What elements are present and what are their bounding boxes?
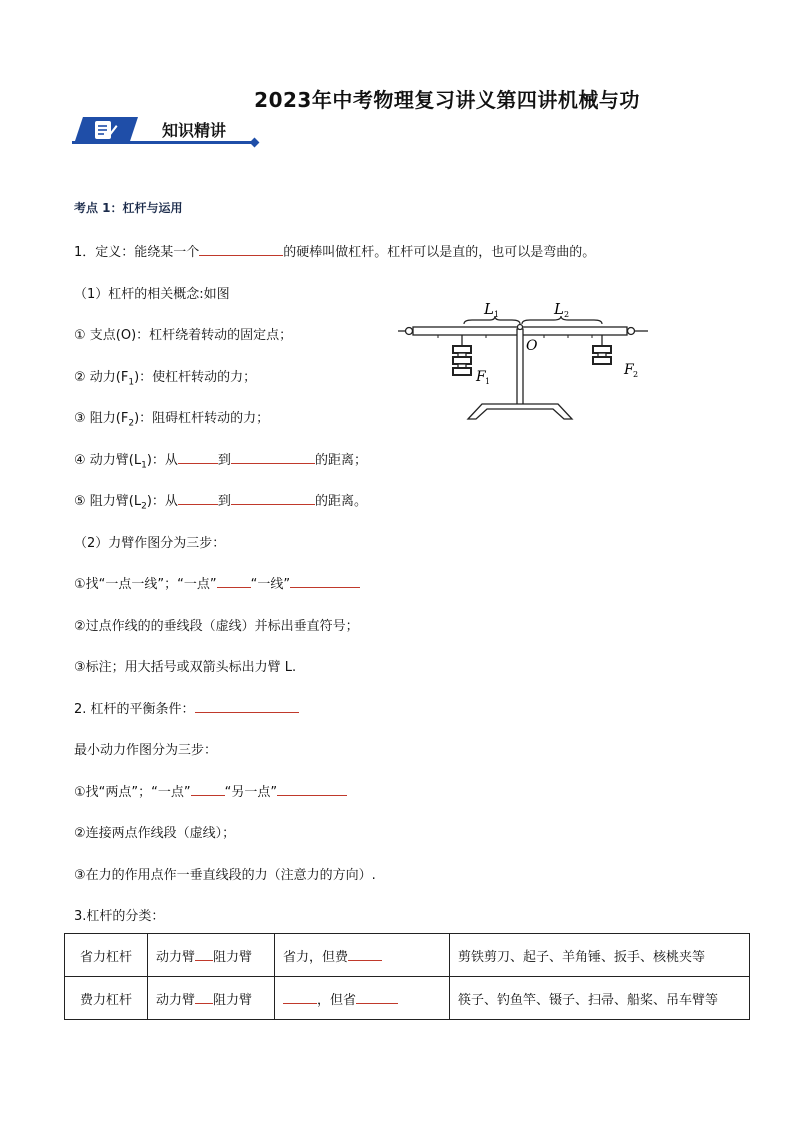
label-f2-sub: 2 [633, 370, 639, 379]
blank-field[interactable] [231, 451, 315, 464]
blank-field[interactable] [195, 700, 299, 713]
examples: 筷子、钓鱼竿、镊子、扫帚、船桨、吊车臂等 [450, 977, 750, 1020]
table-row [65, 934, 750, 977]
text: ，但省 [317, 992, 357, 1008]
blank-field[interactable] [283, 991, 317, 1004]
blank-field[interactable] [217, 575, 251, 588]
lever-type: 省力杠杆 [65, 934, 148, 977]
arm-step-2: ②过点作线的的垂线段（虚线）并标出垂直符号； [74, 619, 359, 634]
text: 的距离； [314, 453, 367, 468]
table-row [65, 977, 750, 1020]
text: 动力臂 [156, 992, 196, 1008]
label-f1: F [476, 369, 486, 385]
concept-effort-arm [74, 449, 367, 471]
text: 到 [217, 494, 231, 509]
concept-fulcrum: ① 支点(O)：杠杆绕着转动的固定点； [74, 328, 293, 343]
min-step-3: ③在力的作用点作一垂直线段的力（注意力的方向）. [74, 868, 376, 883]
text: ④ 动力臂(L [74, 453, 142, 468]
subscript: 1 [128, 377, 135, 388]
concept-effort [74, 366, 256, 388]
text: ② 动力(F [74, 370, 129, 385]
blank-field[interactable] [195, 948, 213, 961]
text: 到 [217, 453, 231, 468]
label-l1: L [484, 300, 494, 318]
subscript: 2 [141, 501, 147, 512]
section-banner [72, 115, 262, 151]
min-force-heading: 最小动力作图分为三步： [74, 743, 218, 758]
blank-field[interactable] [178, 492, 218, 505]
subscript: 2 [128, 418, 135, 429]
text: 2. 杠杆的平衡条件： [74, 702, 195, 717]
text: 省力，但费 [283, 949, 349, 965]
tradeoff [275, 934, 450, 977]
topic-heading: 考点 1：杠杆与运用 [74, 201, 183, 215]
concepts-heading: （1）杠杆的相关概念:如图 [74, 287, 230, 302]
concept-resistance-arm [74, 490, 367, 512]
text: ⑤ 阻力臂(L [74, 494, 142, 509]
notepad-icon [92, 119, 118, 141]
definition-suffix: 的硬棒叫做杠杆。杠杆可以是直的，也可以是弯曲的。 [283, 245, 596, 260]
blank-field[interactable] [348, 948, 382, 961]
text: ①找“两点”；“一点” [74, 785, 191, 800]
text: )：使杠杆转动的力； [134, 370, 257, 385]
text: 阻力臂 [213, 949, 253, 965]
label-f1-sub: 1 [485, 377, 491, 386]
arm-comparison [148, 934, 275, 977]
subscript: 1 [141, 460, 147, 471]
classification-heading: 3.杠杆的分类： [74, 909, 165, 924]
examples: 剪铁剪刀、起子、羊角锤、扳手、核桃夹等 [450, 934, 750, 977]
label-l2: L [554, 300, 564, 318]
definition-line [74, 241, 595, 260]
section-banner-label: 知识精讲 [162, 121, 227, 140]
text: “一线” [250, 577, 291, 592]
text: )：从 [146, 453, 178, 468]
min-step-1 [74, 781, 347, 800]
page-title: 2023年中考物理复习讲义第四讲机械与功 [254, 88, 640, 112]
blank-field[interactable] [277, 783, 347, 796]
text: 动力臂 [156, 949, 196, 965]
blank-field[interactable] [191, 783, 225, 796]
label-l1-sub: 1 [494, 310, 500, 319]
blank-field[interactable] [290, 575, 360, 588]
banner-underline [72, 141, 252, 144]
arm-step-3: ③标注；用大括号或双箭头标出力臂 L. [74, 660, 297, 675]
text: ①找“一点一线”；“一点” [74, 577, 217, 592]
label-o: O [526, 338, 538, 354]
blank-field[interactable] [195, 991, 213, 1004]
definition-prefix: 1．定义：能绕某一个 [74, 245, 200, 260]
tradeoff [275, 977, 450, 1020]
arm-comparison [148, 977, 275, 1020]
blank-field[interactable] [199, 243, 283, 256]
text: ③ 阻力(F [74, 411, 129, 426]
text: 的距离。 [314, 494, 367, 509]
text: )：从 [146, 494, 178, 509]
lever-type: 费力杠杆 [65, 977, 148, 1020]
arm-drawing-heading: （2）力臂作图分为三步： [74, 536, 226, 551]
lever-diagram [398, 292, 650, 422]
lever-classification-table [64, 933, 750, 1020]
concept-resistance [74, 407, 269, 429]
label-f2: F [624, 362, 634, 378]
balance-condition [74, 698, 299, 717]
text: 阻力臂 [213, 992, 253, 1008]
blank-field[interactable] [178, 451, 218, 464]
text: )：阻碍杠杆转动的力； [134, 411, 270, 426]
arm-step-1 [74, 573, 360, 592]
label-l2-sub: 2 [564, 310, 570, 319]
blank-field[interactable] [356, 991, 398, 1004]
min-step-2: ②连接两点作线段（虚线）； [74, 826, 236, 841]
blank-field[interactable] [231, 492, 315, 505]
text: “另一点” [224, 785, 278, 800]
